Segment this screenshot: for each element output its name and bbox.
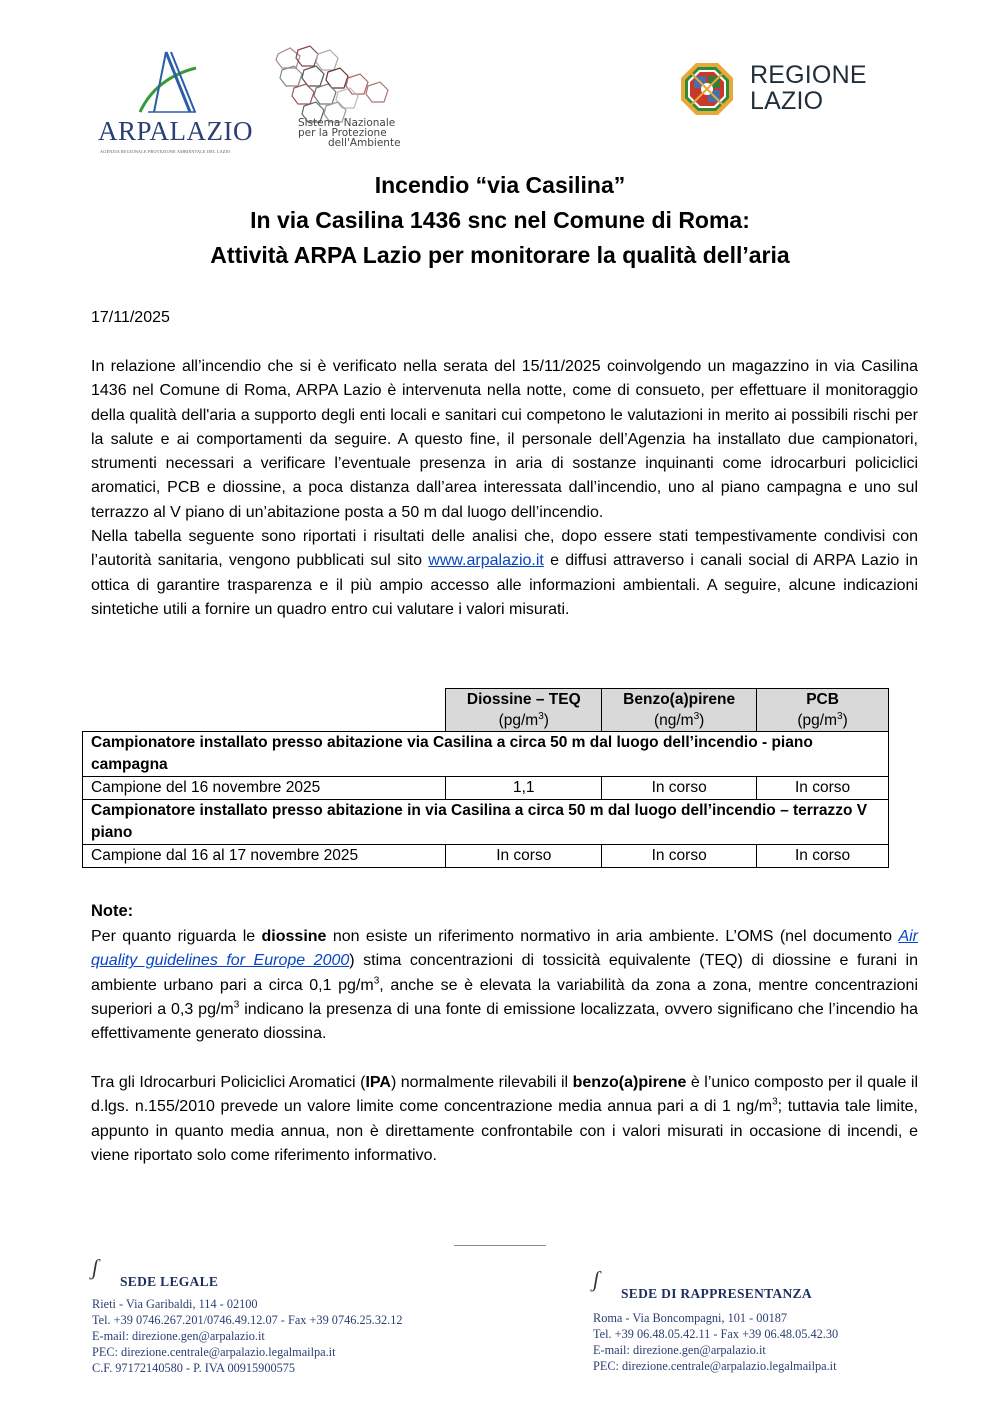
quill-icon: ʃ xyxy=(593,1267,600,1292)
title-line-1: Incendio “via Casilina” xyxy=(374,172,626,198)
note-diossine: Per quanto riguarda le diossine non esiste un riferimento normativo in aria ambiente. L’OMS (nel documento Air quality guidelines for Europe 2000) stima concentrazioni di tossicità equivalente (TEQ) di diossine e furani in ambiente urbano pari a circa 0,1 $pg/m^3$, anche se è elevata la variabilità da zona a zona, mentre concentrazioni superiori a 0,3 $pg/m^3$ indicano la presenza di una fonte di emissione localizzata, ovvero significano che l’incendio ha effettivamente generato diossina. xyxy=(91,928,919,1043)
title-line-2: In via Casilina 1436 snc nel Comune di Roma: xyxy=(250,207,750,233)
paragraph-incident: In relazione all’incendio che si è verificato nella serata del 15/11/2025 coinvolgendo un magazzino in via Casilina 1436 nel Comune di Roma, ARPA Lazio è intervenuta nella notte, come di consueto, per effettuare il monitoraggio della qualità dell'aria a supporto degli enti locali e sanitari cui competono le valutazioni in merito ai possibili rischi per la salute e ai comportamenti da seguire. A questo fine, il personale dell’Agenzia ha installato due campionatori, strumenti necessari a verificare l’eventuale presenza in aria di sostanze inquinanti come idrocarburi policiclici aromatici, PCB e diossine, a poca distanza dall’area interessata dall’incendio, uno al piano campagna e uno sul terrazzo al V piano di un’abitazione posta a 50 m dal luogo dell’incendio. xyxy=(91,358,918,521)
paragraph-results: Nella tabella seguente sono riportati i risultati delle analisi che, dopo essere stati tempestivamente condivisi con l’autorità sanitaria, vengono pubblicati sul sito www.arpalazio.it e diffusi attraverso i canali social di ARPA Lazio in ottica di garantire trasparenza e il più ampio accesso alle informazioni ambientali. A seguire, alcune indicazioni sintetiche utili a fornire un quadro entro cui valutare i valori misurati. xyxy=(91,528,918,618)
document-date: 17/11/2025 xyxy=(91,309,170,326)
regione-lazio-emblem-icon xyxy=(680,62,734,116)
value-diossine: 1,1 xyxy=(446,777,602,800)
quill-icon: ʃ xyxy=(92,1255,99,1280)
intro-paragraphs xyxy=(91,355,918,622)
regione-lazio-text: REGIONE LAZIO xyxy=(750,61,867,115)
group-title-terrazzo: Campionatore installato presso abitazione in via Casilina a circa 50 m dal luogo dell’incendio – terrazzo V piano xyxy=(83,800,889,845)
column-header-diossine: Diossine – TEQ $(pg/m^3)$ xyxy=(446,689,602,732)
arpa-lazio-logo xyxy=(96,48,254,158)
snpa-logo-text: Sistema Nazionale per la Protezione dell'Ambiente xyxy=(298,117,401,149)
page-title xyxy=(80,168,920,273)
row-label: Campione dal 16 al 17 novembre 2025 xyxy=(83,845,446,868)
table-corner-cell xyxy=(83,689,446,732)
column-header-pcb: PCB $(pg/m^3)$ xyxy=(757,689,889,732)
snpa-logo xyxy=(268,44,438,156)
title-line-3: Attività ARPA Lazio per monitorare la qualità dell’aria xyxy=(210,242,790,268)
value-pcb: In corso xyxy=(757,845,889,868)
air-quality-guidelines-link[interactable]: Air quality guidelines for Europe 2000 xyxy=(91,928,918,970)
regione-lazio-logo xyxy=(678,58,888,122)
table-row xyxy=(83,777,889,800)
arpalazio-website-link[interactable]: www.arpalazio.it xyxy=(428,552,544,570)
arpa-logo-subtitle: AGENZIA REGIONALE PROTEZIONE AMBIENTALE DEL LAZIO xyxy=(100,149,231,154)
footer-heading: SEDE LEGALE xyxy=(120,1274,219,1289)
value-benzo-a-pirene: In corso xyxy=(602,845,757,868)
row-label: Campione del 16 novembre 2025 xyxy=(83,777,446,800)
results-table xyxy=(82,688,889,868)
table-group-row xyxy=(83,800,889,845)
notes-heading: Note: xyxy=(91,902,134,920)
table-group-row xyxy=(83,732,889,777)
value-pcb: In corso xyxy=(757,777,889,800)
group-title-piano-campagna: Campionatore installato presso abitazione via Casilina a circa 50 m dal luogo dell’incendio - piano campagna xyxy=(83,732,889,777)
table-header-row xyxy=(83,689,889,732)
arpa-logo-text: ARPALAZIO xyxy=(98,116,254,146)
footer-divider xyxy=(454,1245,546,1246)
value-diossine: In corso xyxy=(446,845,602,868)
snpa-hexagons-icon xyxy=(268,44,438,124)
arpa-a-mark-icon xyxy=(96,48,246,118)
note-ipa: Tra gli Idrocarburi Policiclici Aromatici (IPA) normalmente rilevabili il benzo(a)pirene è l’unico composto per il quale il d.lgs. n.155/2010 prevede un valore limite come concentrazione media annua pari a di 1 $ng/m^3$; tuttavia tale limite, appunto in quanto media annua, non è direttamente confrontabile con i valori misurati in occasione di incendi, e viene riportato solo come riferimento informativo. xyxy=(91,1074,919,1164)
value-benzo-a-pirene: In corso xyxy=(602,777,757,800)
footer-heading: SEDE DI RAPPRESENTANZA xyxy=(621,1286,812,1301)
table-row xyxy=(83,845,889,868)
column-header-benzo-a-pirene: Benzo(a)pirene $(ng/m^3)$ xyxy=(602,689,757,732)
